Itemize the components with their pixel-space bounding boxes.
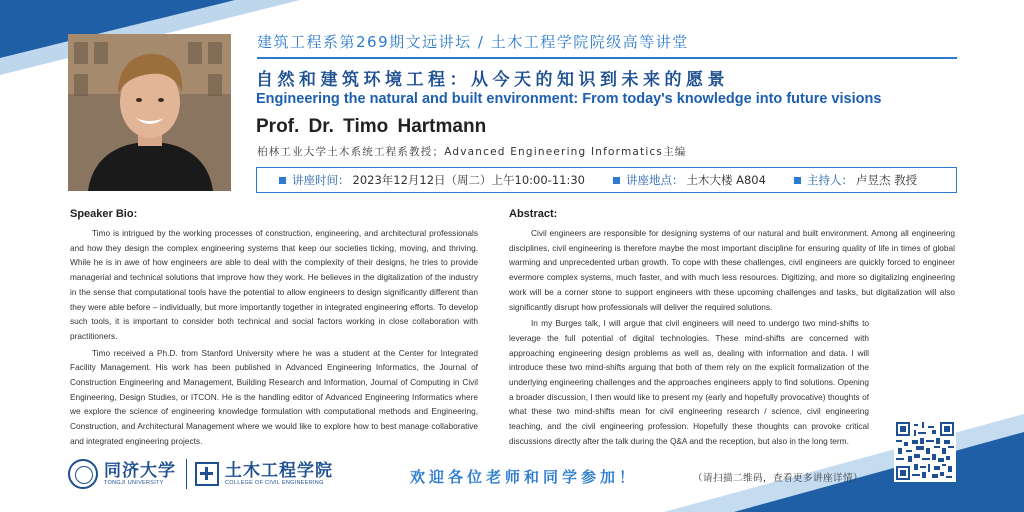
- tongji-seal-icon: [68, 459, 98, 489]
- welcome-message: 欢迎各位老师和同学参加！: [410, 468, 639, 486]
- square-bullet-icon: [794, 177, 801, 184]
- lecture-host: [794, 172, 917, 188]
- logo-divider: [186, 459, 187, 489]
- abstract-paragraph: In my Burges talk, I will argue that civil engineers will need to undergo two mind-shifts to leverage the full potential of digital technologies. These mind-shifts are concerned with approaching engineering design problems as well as, dealing with information and data. I will introduce these two mind-shifts arguing that both of them rely on the explicit formalization of the underlying engineering challenges and the approaches engineers apply to find solutions. Opening a broader discussion, I then would like to present my (early and hopefully provocative) thoughts of what these two mind-shifts mean for civil engineering research / science, civil engineering teaching, and the civil engineering profession. Hopefully these thoughts can provoke critical discussions directly after the talk during the Q&A and the reception, but also in the long term.: [509, 318, 869, 446]
- college-logo: [225, 462, 333, 486]
- college-name-cn: 土木工程学院: [225, 461, 333, 481]
- host-value: 卢昱杰 教授: [855, 173, 918, 187]
- college-name-en: COLLEGE OF CIVIL ENGINEERING: [225, 480, 324, 486]
- college-emblem-icon: [195, 462, 219, 486]
- speaker-photo: [68, 34, 231, 191]
- qr-hint: （请扫描二维码，查看更多讲座详情）: [693, 473, 864, 484]
- title-english: Engineering the natural and built environment: From today's knowledge into future visions: [256, 91, 882, 107]
- speaker-bio: [70, 226, 478, 451]
- header-rule: [257, 57, 957, 59]
- host-label: 主持人：: [806, 173, 853, 187]
- tongji-name-en: TONGJI UNIVERSITY: [104, 480, 164, 486]
- place-value: 土木大楼 A804: [686, 173, 766, 187]
- lecture-series: 建筑工程系第269期文远讲坛 / 土木工程学院院级高等讲堂: [257, 33, 689, 51]
- time-label: 讲座时间：: [292, 173, 350, 187]
- bio-paragraph: Timo is intrigued by the working processes of construction, engineering, and architectural professionals and how they design the complex engineering systems that keep our societies ticking, moving, and thriving. While he is in awe of how engineers are able to deal with the complexity of their designs, he tries to provide managerial and technical solutions that improve how they work. He believes in the digitalization of the industry in the sense that computational tools have the potential to allow engineers to design significantly different than they were able before – individually, but more importantly together in integrated engineering efforts. To develop such tools, it is important to consider both technical and social factors working in close collaboration with practitioners.: [70, 228, 478, 341]
- speaker-name: Prof. Dr. Timo Hartmann: [256, 116, 487, 137]
- footer-logos: [68, 457, 333, 491]
- abstract: [509, 226, 955, 451]
- lecture-place: [613, 172, 766, 188]
- abstract-heading: Abstract:: [509, 208, 558, 220]
- square-bullet-icon: [279, 177, 286, 184]
- abstract-paragraph: Civil engineers are responsible for designing systems of our natural and built environment. Among all engineering disciplines, civil engineering is therefore maybe the most important discipline for ensuring quality of life in times of global warming and unprecedented urban growth. To cope with these challenges, civil engineers are quickly forced to engineer evermore complex systems, much faster, and with much less resources. Digitizing, and more so digitalizing engineering work will be a corner stone to support engineers with these upcoming challenges and tasks, but digitalization will also significantly disrupt how professionals will deliver the required solutions.: [509, 228, 955, 312]
- bio-paragraph: Timo received a Ph.D. from Stanford University where he was a student at the Center for Integrated Facility Management. His work has been published in Advanced Engineering Informatics, the Journal of Construction Engineering and Management, Building Research and Information, Journal of Computing in Civil Engineering, Design Studies, or ITCON. He is the handling editor of Advanced Engineering Informatics where we explore the science of engineering knowledge formulation with computational methods and Engineering, Construction, and Architectural Management where we would like to explore how to best manage collaborative and integrated engineering projects.: [70, 347, 478, 446]
- title-chinese: 自然和建筑环境工程：从今天的知识到未来的愿景: [256, 70, 729, 90]
- tongji-name-cn: 同济大学: [104, 461, 176, 481]
- lecture-time: [279, 172, 585, 188]
- place-label: 讲座地点：: [625, 173, 684, 187]
- lecture-info-bar: [256, 167, 957, 193]
- speaker-affiliation: 柏林工业大学土木系统工程系教授；Advanced Engineering Informatics主编: [257, 146, 687, 158]
- time-value: 2023年12月12日（周二）上午10:00-11:30: [352, 173, 585, 187]
- square-bullet-icon: [613, 177, 620, 184]
- tongji-logo: [104, 462, 176, 486]
- bio-heading: Speaker Bio:: [70, 208, 138, 220]
- qr-code-icon[interactable]: [894, 420, 956, 482]
